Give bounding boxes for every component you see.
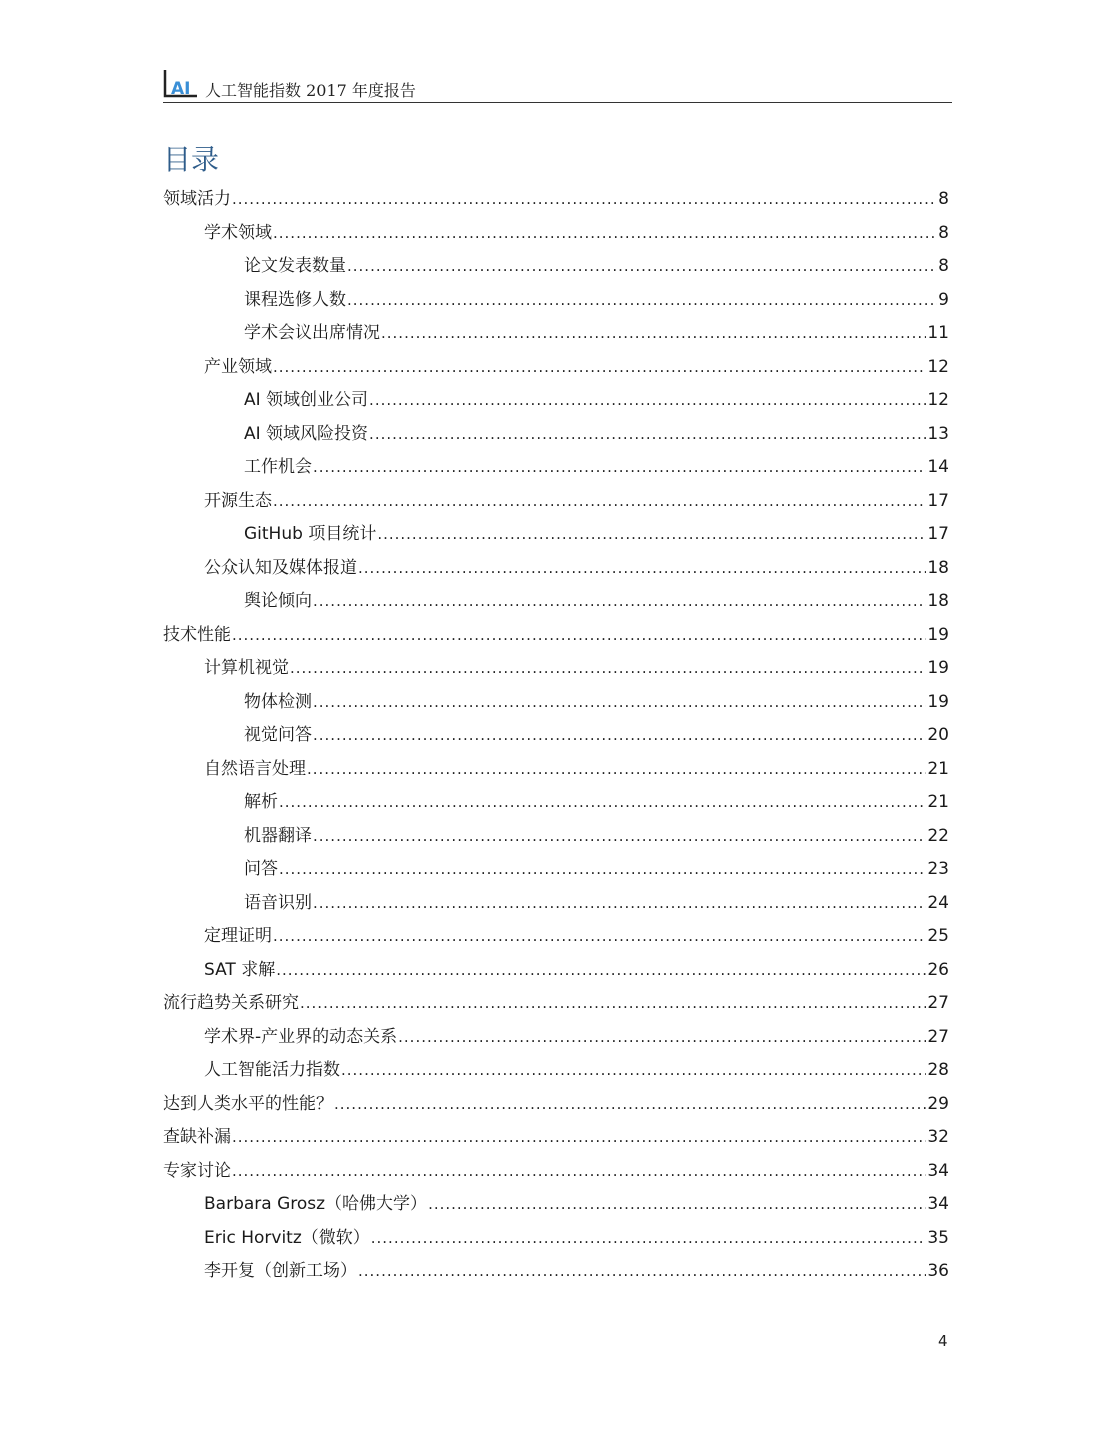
dot-leader xyxy=(276,961,926,979)
toc-entry-label: GitHub 项目统计 xyxy=(244,524,377,544)
toc-entry-label: 机器翻译 xyxy=(244,825,312,846)
dot-leader xyxy=(313,592,926,610)
toc-entry-page: 28 xyxy=(927,1060,949,1080)
toc-entry[interactable] xyxy=(163,821,949,855)
toc-entry-label: 问答 xyxy=(244,859,278,879)
toc-entry-label: 专家讨论 xyxy=(163,1160,231,1181)
toc-entry-page: 21 xyxy=(927,792,949,812)
toc-entry-page: 18 xyxy=(927,591,949,611)
toc-entry[interactable] xyxy=(163,888,949,922)
page-number: 4 xyxy=(938,1332,948,1350)
dot-leader xyxy=(279,793,926,811)
dot-leader xyxy=(369,391,926,409)
toc-entry[interactable] xyxy=(163,1189,949,1223)
toc-entry-label: 技术性能 xyxy=(163,624,231,645)
toc-entry-page: 8 xyxy=(938,189,949,209)
toc-entry[interactable] xyxy=(163,1089,949,1123)
toc-entry-page: 17 xyxy=(927,524,949,544)
toc-entry-label: 计算机视觉 xyxy=(204,658,289,678)
toc-entry-page: 34 xyxy=(927,1160,949,1181)
dot-leader xyxy=(232,626,926,644)
toc-entry-page: 26 xyxy=(927,959,949,980)
toc-entry-label: SAT 求解 xyxy=(204,959,276,980)
dot-leader xyxy=(313,894,926,912)
toc-heading: 目录 xyxy=(163,143,220,176)
dot-leader xyxy=(341,1061,926,1079)
dot-leader xyxy=(371,1229,927,1247)
toc-entry[interactable] xyxy=(163,754,949,788)
dot-leader xyxy=(273,358,926,376)
table-of-contents xyxy=(163,184,949,1290)
toc-entry[interactable] xyxy=(163,1022,949,1056)
toc-entry-page: 36 xyxy=(927,1261,949,1281)
toc-entry-page: 22 xyxy=(927,825,949,846)
toc-entry-page: 35 xyxy=(927,1227,949,1248)
toc-entry[interactable] xyxy=(163,385,949,419)
toc-entry-label: 达到人类水平的性能？ xyxy=(163,1093,333,1114)
toc-entry-page: 19 xyxy=(927,658,949,678)
toc-entry[interactable] xyxy=(163,486,949,520)
toc-entry[interactable] xyxy=(163,1223,949,1257)
toc-entry-label: 流行趋势关系研究 xyxy=(163,993,299,1013)
toc-entry[interactable] xyxy=(163,720,949,754)
toc-entry[interactable] xyxy=(163,921,949,955)
toc-entry-page: 19 xyxy=(927,624,949,645)
toc-entry[interactable] xyxy=(163,620,949,654)
toc-entry-label: 课程选修人数 xyxy=(244,289,346,310)
toc-entry-label: 定理证明 xyxy=(204,926,272,946)
dot-leader xyxy=(313,726,926,744)
toc-entry[interactable] xyxy=(163,419,949,453)
toc-entry-label: AI 领域风险投资 xyxy=(244,423,369,444)
toc-entry-page: 11 xyxy=(927,323,949,343)
toc-entry[interactable] xyxy=(163,553,949,587)
dot-leader xyxy=(273,927,926,945)
toc-entry[interactable] xyxy=(163,1256,949,1290)
toc-entry-label: 物体检测 xyxy=(244,691,312,712)
toc-entry-label: 语音识别 xyxy=(244,892,312,913)
toc-entry[interactable] xyxy=(163,251,949,285)
toc-entry-label: 产业领域 xyxy=(204,356,272,377)
toc-entry-page: 12 xyxy=(927,356,949,377)
toc-entry-label: 开源生态 xyxy=(204,490,272,511)
toc-entry-label: 自然语言处理 xyxy=(204,758,306,779)
toc-entry[interactable] xyxy=(163,787,949,821)
dot-leader xyxy=(377,525,926,543)
toc-entry[interactable] xyxy=(163,352,949,386)
toc-entry-page: 24 xyxy=(927,892,949,913)
toc-entry[interactable] xyxy=(163,955,949,989)
dot-leader xyxy=(232,1162,926,1180)
toc-entry-page: 20 xyxy=(927,725,949,745)
toc-entry-page: 14 xyxy=(927,457,949,477)
toc-entry-label: Barbara Grosz（哈佛大学） xyxy=(204,1194,428,1214)
toc-entry-page: 12 xyxy=(927,390,949,410)
dot-leader xyxy=(313,458,926,476)
dot-leader xyxy=(290,659,926,677)
report-title: 人工智能指数 2017 年度报告 xyxy=(205,81,416,100)
toc-entry-label: AI 领域创业公司 xyxy=(244,390,369,410)
dot-leader xyxy=(358,1262,926,1280)
dot-leader xyxy=(347,257,937,275)
toc-entry[interactable] xyxy=(163,1156,949,1190)
dot-leader xyxy=(279,860,926,878)
dot-leader xyxy=(313,827,926,845)
page-header xyxy=(163,66,952,103)
toc-entry-page: 23 xyxy=(927,859,949,879)
toc-entry[interactable] xyxy=(163,586,949,620)
ai-index-logo-icon xyxy=(163,68,199,98)
toc-entry-label: 学术领域 xyxy=(204,222,272,243)
toc-entry[interactable] xyxy=(163,1055,949,1089)
dot-leader xyxy=(381,324,926,342)
toc-entry-label: 查缺补漏 xyxy=(163,1127,231,1147)
toc-entry[interactable] xyxy=(163,1122,949,1156)
toc-entry[interactable] xyxy=(163,318,949,352)
toc-entry-label: 人工智能活力指数 xyxy=(204,1060,340,1080)
toc-entry[interactable] xyxy=(163,285,949,319)
dot-leader xyxy=(300,994,926,1012)
toc-entry-label: 李开复（创新工场） xyxy=(204,1261,357,1281)
svg-text:AI: AI xyxy=(171,79,191,98)
toc-entry-page: 8 xyxy=(938,222,949,243)
toc-entry[interactable] xyxy=(163,854,949,888)
toc-entry-label: 解析 xyxy=(244,792,278,812)
toc-entry[interactable] xyxy=(163,519,949,553)
dot-leader xyxy=(369,425,926,443)
toc-entry-page: 32 xyxy=(927,1127,949,1147)
toc-entry-page: 8 xyxy=(938,256,949,276)
toc-entry-page: 34 xyxy=(927,1194,949,1214)
toc-entry-label: 工作机会 xyxy=(244,457,312,477)
toc-entry-page: 19 xyxy=(927,691,949,712)
toc-entry-page: 18 xyxy=(927,557,949,578)
toc-entry[interactable] xyxy=(163,653,949,687)
toc-entry[interactable] xyxy=(163,988,949,1022)
toc-entry-label: Eric Horvitz（微软） xyxy=(204,1227,370,1248)
dot-leader xyxy=(232,1128,926,1146)
dot-leader xyxy=(358,559,926,577)
dot-leader xyxy=(307,760,926,778)
toc-entry-page: 21 xyxy=(927,758,949,779)
dot-leader xyxy=(347,291,937,309)
toc-entry[interactable] xyxy=(163,218,949,252)
toc-entry-label: 公众认知及媒体报道 xyxy=(204,557,357,578)
toc-entry-page: 27 xyxy=(927,1026,949,1047)
dot-leader xyxy=(428,1195,926,1213)
toc-entry-label: 视觉问答 xyxy=(244,725,312,745)
dot-leader xyxy=(313,693,926,711)
dot-leader xyxy=(273,492,926,510)
toc-entry-page: 27 xyxy=(927,993,949,1013)
toc-entry-page: 9 xyxy=(938,289,949,310)
toc-entry-page: 25 xyxy=(927,926,949,946)
toc-entry-label: 论文发表数量 xyxy=(244,256,346,276)
dot-leader xyxy=(334,1095,926,1113)
toc-entry[interactable] xyxy=(163,184,949,218)
dot-leader xyxy=(398,1028,926,1046)
dot-leader xyxy=(273,224,937,242)
toc-entry-page: 29 xyxy=(927,1093,949,1114)
toc-entry-label: 舆论倾向 xyxy=(244,591,312,611)
toc-entry-page: 13 xyxy=(927,423,949,444)
toc-entry-label: 领域活力 xyxy=(163,189,231,209)
toc-entry[interactable] xyxy=(163,687,949,721)
dot-leader xyxy=(232,190,937,208)
toc-entry[interactable] xyxy=(163,452,949,486)
toc-entry-label: 学术界-产业界的动态关系 xyxy=(204,1026,398,1047)
toc-entry-page: 17 xyxy=(927,490,949,511)
toc-entry-label: 学术会议出席情况 xyxy=(244,323,380,343)
